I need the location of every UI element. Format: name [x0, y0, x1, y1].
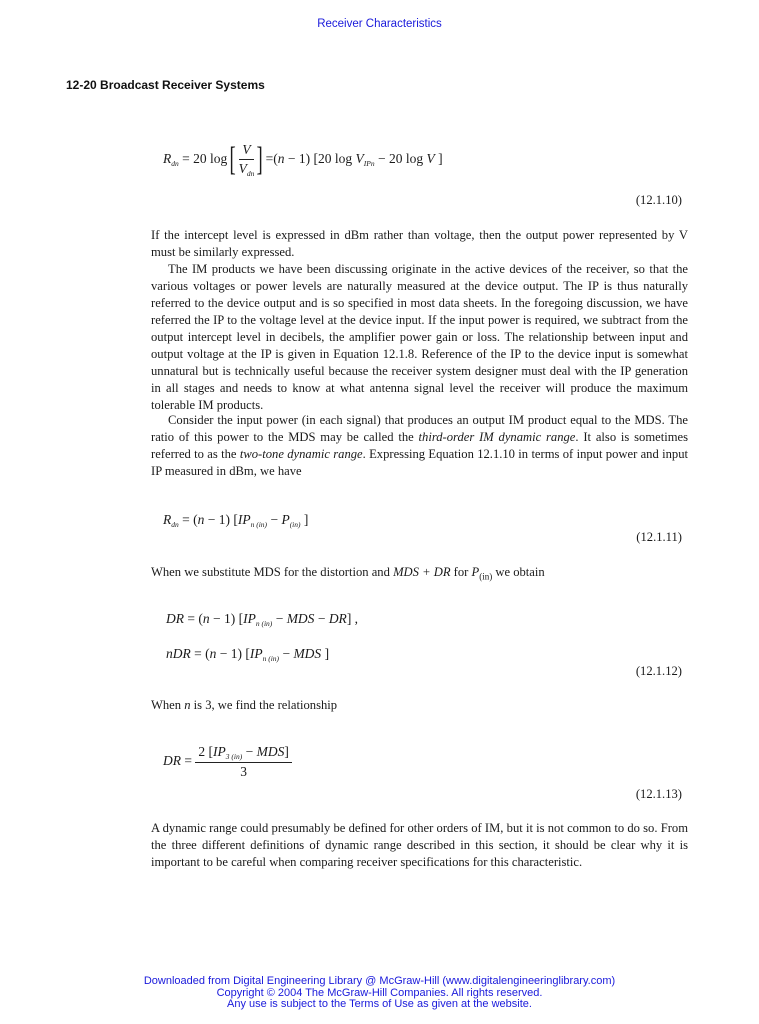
paragraph-text: When we substitute MDS for the distortion and [151, 565, 394, 579]
paragraph-text: When [151, 698, 185, 712]
equation-12-1-12-a: DR = (n − 1) [$IP_{n (in)}$ − MDS − DR] , [166, 611, 359, 628]
paragraph: A dynamic range could presumably be defined for other orders of IM, but it is not common to do so. From the three different definitions of dynamic range described in this section, it should be clear why it is important to be careful when comparing receiver specifications for this characteristic. [151, 821, 688, 869]
paragraph-text: we obtain [492, 565, 545, 579]
emphasis-term: MDS + DR [393, 565, 451, 579]
running-head: 12-20 Broadcast Receiver Systems [66, 78, 265, 92]
section-link[interactable]: Receiver Characteristics [317, 18, 442, 30]
equation-number: (12.1.11) [636, 530, 682, 544]
paragraph [151, 412, 688, 480]
footer-terms[interactable]: Any use is subject to the Terms of Use as given at the website. [227, 998, 532, 1010]
footer [0, 976, 759, 1011]
emphasis-term: two-tone dynamic range [239, 447, 363, 461]
paragraph-text: Consider the input power (in each signal) that produces an output IM product equal to the MDS. The ratio of this power to the MDS may be called the [151, 413, 688, 444]
equation-12-1-13: DR = $\frac{2 [IP_{3 (in)} - MDS]}{3}$ [163, 744, 292, 780]
paragraph: When we substitute MDS for the distortion and MDS + DR for $P_{(in)}$ we obtain [151, 565, 545, 582]
equation-12-1-10: $R_{dn} = 20$ log[ $\frac{V}{V_{dn}}$ ] =(n − 1) [20 $\log V_{IPn} - 20$ log V ] [163, 141, 443, 178]
paragraph: The IM products we have been discussing originate in the active devices of the receiver, so that the various voltages or power levels are naturally measured at the device output. The IP is thus naturally referred to the device output and is so specified in most data sheets. In the foregoing discussion, we have referred the IP to the voltage level at the device input. If the input power is required, we subtract from the output intercept level in decibels, the amplifier power gain or loss. The relationship between input and output voltage at the IP is given in Equation 12.1.8. Reference of the IP to the device input is somewhat unnatural but is technically useful because the receiver system designer must deal with the IP generation in all stages and needs to know at what antenna signal level the receiver will produce the maximum tolerable IM products. [151, 262, 688, 412]
paragraph-text: is 3, we find the relationship [190, 698, 338, 712]
paragraph [151, 697, 688, 714]
paragraph: If the intercept level is expressed in dBm rather than voltage, then the output power represented by V must be similarly expressed. [151, 228, 688, 259]
footer-copyright[interactable]: Copyright © 2004 The McGraw-Hill Companies. All rights reserved. [216, 986, 543, 999]
equation-12-1-11: $R_{dn} = (n - 1) [IP_{n (in)} - P_{(in)}$ ] [163, 512, 309, 529]
equation-number: (12.1.10) [635, 193, 682, 207]
equation-number: (12.1.12) [635, 664, 682, 678]
paragraph-text: for [450, 565, 472, 579]
paragraph-text: . It also is sometimes referred to as the [151, 430, 688, 461]
equation-12-1-12-b: nDR = (n − 1) [$IP_{n (in)}$ − MDS ] [166, 646, 330, 663]
emphasis-term: third-order IM dynamic range [418, 430, 576, 444]
emphasis-term: n [184, 698, 191, 712]
equation-number: (12.1.13) [635, 787, 682, 801]
footer-download-link[interactable]: Downloaded from Digital Engineering Library @ McGraw-Hill (www.digitalengineeringlibrary.com) [143, 975, 616, 987]
paragraph-text: . Expressing Equation 12.1.10 in terms of input power and input IP measured in dBm, we have [151, 447, 688, 478]
